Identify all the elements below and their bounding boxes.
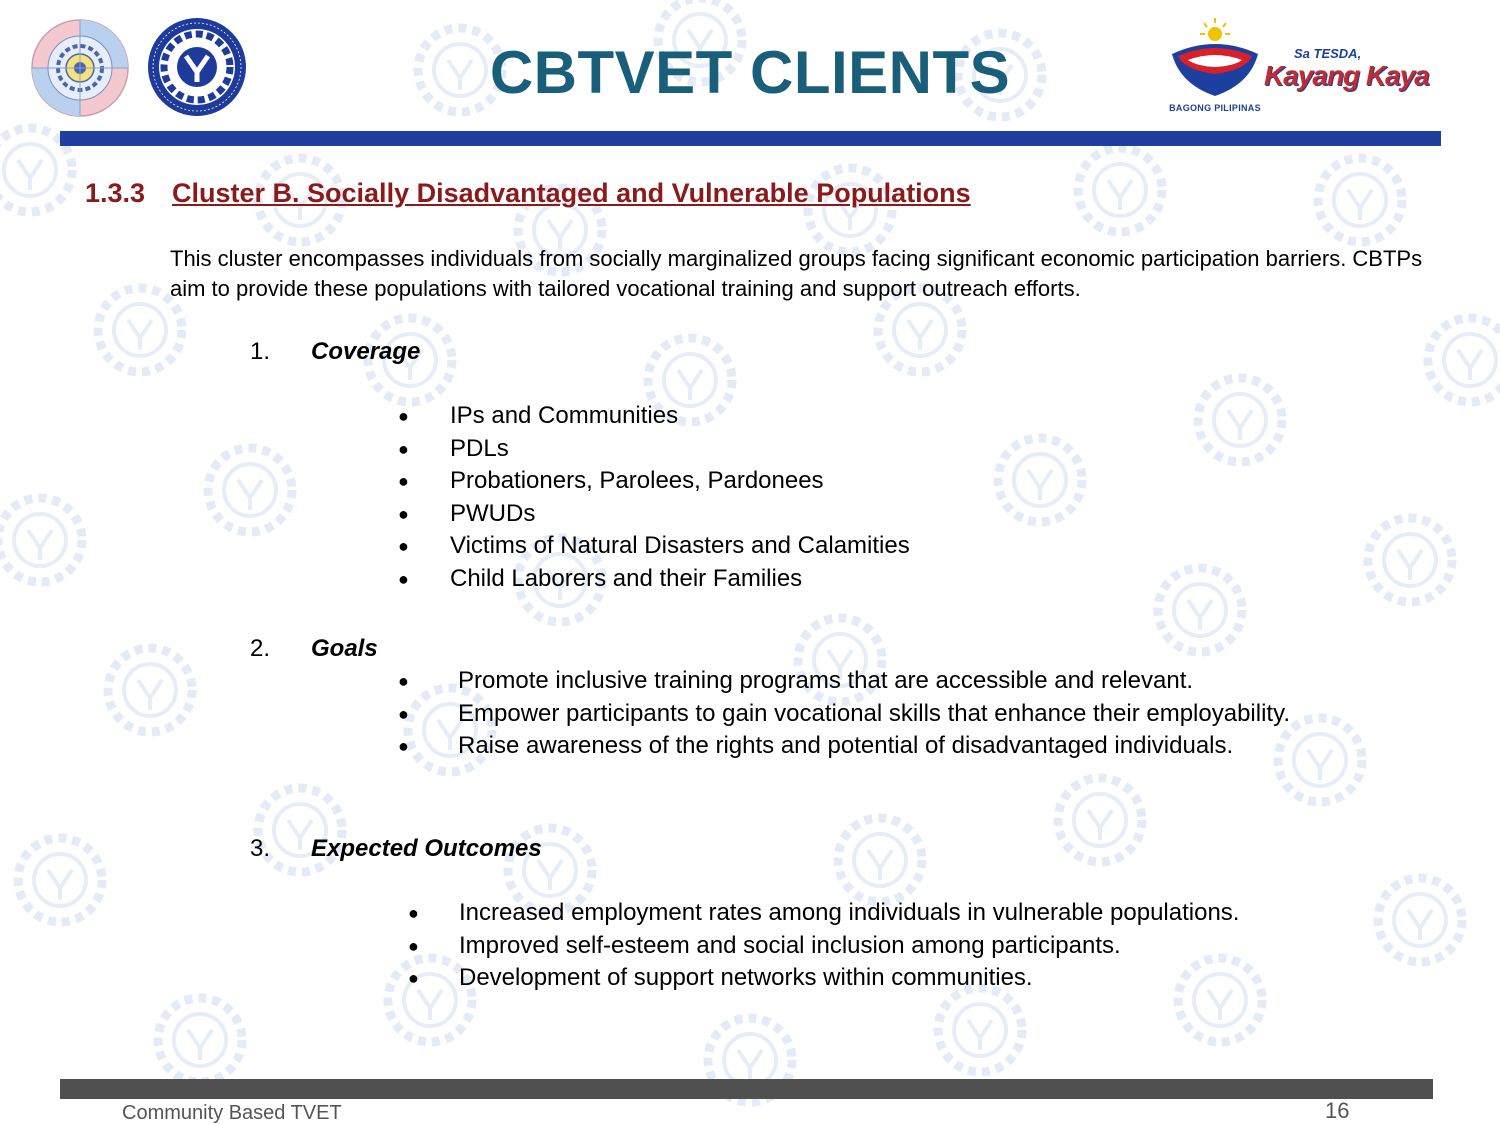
bullet-icon: ●: [398, 703, 409, 724]
footer-label: Community Based TVET: [122, 1102, 342, 1124]
list-item-text: PWUDs: [450, 499, 536, 527]
section-number: 1.3.3: [85, 178, 146, 208]
bagong-pilipinas-caption: BAGONG PILIPINAS: [1169, 103, 1261, 113]
list-number-outcomes: 3.: [250, 835, 271, 862]
footer-divider-bar: [60, 1079, 1433, 1099]
section-title: Cluster B. Socially Disadvantaged and Vulnerable Populations: [172, 178, 971, 208]
list-heading-goals: Goals: [311, 635, 378, 662]
list-heading-outcomes: Expected Outcomes: [311, 835, 542, 862]
bagong-pilipinas-emblem: [1160, 14, 1270, 109]
list-item-text: Empower participants to gain vocational skills that enhance their employability.: [458, 699, 1290, 727]
list-number-goals: 2.: [250, 635, 271, 662]
bullet-icon: ●: [398, 536, 409, 557]
list-item-text: Development of support networks within communities.: [459, 964, 1033, 992]
page-number: 16: [1325, 1098, 1350, 1123]
list-item-text: Raise awareness of the rights and potential of disadvantaged individuals.: [458, 732, 1234, 760]
bullet-icon: ●: [398, 671, 409, 691]
list-item-text: PDLs: [450, 434, 509, 462]
kayang-kaya-tagline: Kayang Kaya: [1264, 60, 1429, 91]
page-title: CBTVET CLIENTS: [489, 39, 1011, 106]
section-intro-paragraph: This cluster encompasses individuals from socially marginalized groups facing significant economic participation barriers. CBTPs aim to provide these populations with tailored vocational training and support outreach efforts.: [170, 246, 1423, 301]
bullet-icon: ●: [408, 903, 419, 923]
bullet-icon: ●: [398, 568, 409, 589]
bullet-icon: ●: [398, 471, 409, 492]
section-heading: [85, 178, 971, 209]
list-item-text: Promote inclusive training programs that are accessible and relevant.: [458, 667, 1194, 694]
list-number-coverage: 1.: [250, 338, 271, 365]
list-item-text: Probationers, Parolees, Pardonees: [450, 467, 824, 495]
list-item-text: IPs and Communities: [450, 402, 679, 429]
campaign-logo: [1160, 14, 1480, 124]
bullet-icon: ●: [398, 438, 409, 459]
list-item-text: Increased employment rates among individuals in vulnerable populations.: [459, 899, 1240, 926]
header-divider-bar: [60, 131, 1441, 146]
list-heading-coverage: Coverage: [311, 338, 421, 365]
kayang-kaya-tagline-top: Sa TESDA,: [1294, 46, 1362, 61]
bullet-icon: ●: [408, 968, 419, 989]
bullet-icon: ●: [398, 406, 409, 426]
bullet-icon: ●: [398, 736, 409, 757]
list-item-text: Victims of Natural Disasters and Calamities: [450, 532, 910, 560]
kayang-kaya-badge: [1264, 46, 1478, 91]
list-item-text: Child Laborers and their Families: [450, 564, 803, 592]
bullet-icon: ●: [398, 503, 409, 524]
list-item-text: Improved self-esteem and social inclusion among participants.: [459, 931, 1121, 959]
bullet-icon: ●: [408, 935, 419, 956]
